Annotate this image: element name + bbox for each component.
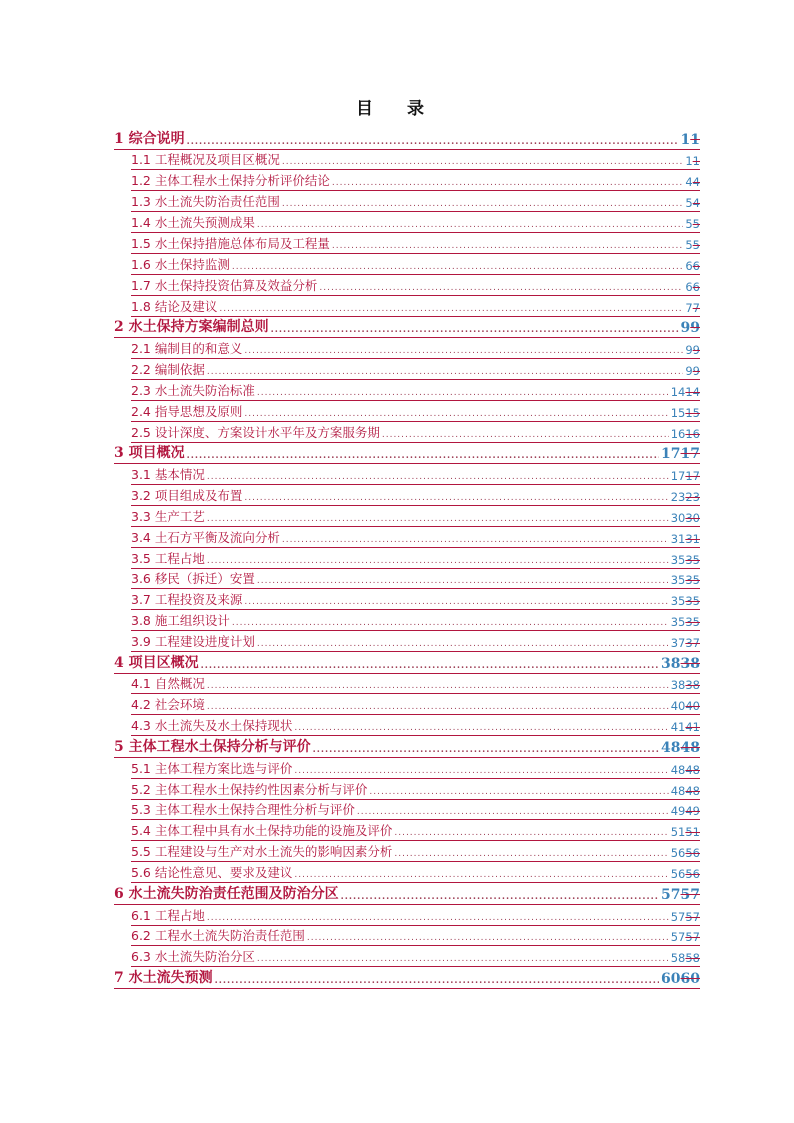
toc-page-number-current: 31 (670, 531, 686, 546)
toc-page-number-current: 38 (670, 678, 686, 693)
toc-page-number-current: 4 (685, 175, 693, 190)
toc-page-number-deleted: 40 (685, 699, 700, 714)
toc-page-number-current: 5 (685, 217, 693, 232)
toc-page-number (671, 405, 700, 421)
toc-page-number-deleted: 35 (685, 573, 700, 588)
toc-page-number (671, 531, 700, 547)
toc-page-number (671, 909, 700, 925)
toc-dot-leader (207, 367, 683, 379)
toc-entry-label: 5.6 结论性意见、要求及建议 (131, 865, 293, 881)
toc-section-link[interactable] (131, 631, 700, 652)
toc-section-link[interactable] (131, 170, 700, 191)
toc-dot-leader (207, 702, 669, 714)
toc-page-number-current: 57 (661, 886, 681, 903)
toc-page-number (681, 132, 701, 149)
toc-page-number (671, 614, 700, 630)
toc-page-number-current: 14 (670, 384, 686, 399)
toc-page-number (685, 342, 700, 358)
toc-section-link[interactable] (131, 905, 700, 926)
toc-page-number (671, 593, 700, 609)
toc-dot-leader (313, 745, 659, 757)
toc-page-number-current: 17 (661, 446, 681, 463)
toc-dot-leader (207, 913, 669, 925)
toc-page-number-current: 1 (680, 131, 691, 148)
toc-chapter-link[interactable] (114, 128, 700, 150)
toc-page-number-deleted: 35 (685, 552, 700, 567)
toc-dot-leader (207, 472, 669, 484)
toc-dot-leader (282, 157, 683, 169)
toc-section-link[interactable] (131, 715, 700, 736)
toc-dot-leader (319, 283, 683, 295)
toc-entry-label: 7 水土流失预测 (114, 969, 213, 986)
toc-entry-label: 4.1 自然概况 (131, 676, 205, 692)
toc-dot-leader (257, 220, 683, 232)
toc-dot-leader (357, 807, 669, 819)
toc-entry-label: 5.2 主体工程水土保持约性因素分析与评价 (131, 781, 368, 797)
toc-page-number-current: 57 (670, 909, 686, 924)
toc-entry-label: 3.2 项目组成及布置 (131, 487, 243, 503)
toc-page-number (661, 971, 700, 988)
toc-entry-label: 6.2 工程水土流失防治责任范围 (131, 928, 305, 944)
toc-page-number-deleted: 5 (692, 237, 700, 252)
toc-dot-leader (257, 954, 669, 966)
toc-page-number-deleted: 14 (685, 384, 700, 399)
toc-dot-leader (307, 933, 669, 945)
toc-page-number-deleted: 56 (685, 867, 700, 882)
toc-section-link[interactable] (131, 485, 700, 506)
toc-dot-leader (244, 493, 668, 505)
toc-dot-leader (187, 137, 679, 149)
toc-page-number-current: 9 (685, 343, 693, 358)
toc-entry-label: 4.3 水土流失及水土保持现状 (131, 718, 293, 734)
toc-dot-leader (232, 618, 669, 630)
toc-entry-label: 3.7 工程投资及来源 (131, 592, 243, 608)
toc-entry-label: 1.5 水土保持措施总体布局及工程量 (131, 235, 330, 251)
toc-page-number-deleted: 9 (690, 320, 700, 337)
toc-page-number (685, 279, 700, 295)
toc-entry-label: 5 主体工程水土保持分析与评价 (114, 738, 311, 755)
toc-page-number-deleted: 60 (680, 970, 700, 987)
toc-section-link[interactable] (131, 589, 700, 610)
toc-chapter-link[interactable] (114, 443, 700, 465)
toc-page-number-current: 48 (670, 783, 686, 798)
toc-dot-leader (187, 451, 659, 463)
toc-dot-leader (394, 828, 668, 840)
toc-page-number (685, 237, 700, 253)
toc-dot-leader (207, 514, 669, 526)
toc-page-number-deleted: 57 (685, 909, 700, 924)
toc-page-number (671, 698, 700, 714)
toc-page-number (671, 783, 700, 799)
toc-section-link[interactable] (131, 296, 700, 317)
toc-section-link[interactable] (131, 527, 700, 548)
toc-dot-leader (294, 870, 668, 882)
toc-page-number-deleted: 17 (685, 468, 700, 483)
toc-dot-leader (332, 178, 683, 190)
toc-page-number-deleted: 57 (685, 930, 700, 945)
toc-section-link[interactable] (131, 862, 700, 883)
toc-entry-label: 2 水土保持方案编制总则 (114, 319, 269, 336)
toc-page-number-deleted: 6 (692, 258, 700, 273)
toc-page-number-current: 38 (661, 655, 681, 672)
toc-page-number (671, 929, 700, 945)
toc-entry-label: 1.3 水土流失防治责任范围 (131, 194, 280, 210)
toc-entry-label: 2.5 设计深度、方案设计水平年及方案服务期 (131, 424, 380, 440)
toc-section-link[interactable] (131, 359, 700, 380)
toc-page-number-current: 6 (685, 258, 693, 273)
toc-page-number-current: 49 (670, 804, 686, 819)
toc-page-number (685, 174, 700, 190)
toc-page-number-current: 48 (670, 762, 686, 777)
toc-dot-leader (232, 262, 683, 274)
toc-entry-label: 1.7 水土保持投资估算及效益分析 (131, 277, 318, 293)
toc-entry-label: 5.4 主体工程中具有水土保持功能的设施及评价 (131, 823, 393, 839)
toc-page-number-current: 23 (670, 489, 686, 504)
toc-dot-leader (394, 849, 668, 861)
toc-page-number (671, 468, 700, 484)
toc-dot-leader (369, 787, 668, 799)
toc-section-link[interactable] (131, 674, 700, 695)
toc-page-number-deleted: 7 (692, 300, 700, 315)
toc-page-number-current: 56 (670, 846, 686, 861)
toc-dot-leader (201, 661, 659, 673)
toc-entry-label: 3.9 工程建设进度计划 (131, 634, 255, 650)
toc-section-link[interactable] (131, 694, 700, 715)
toc-page-number-current: 56 (670, 867, 686, 882)
toc-page-number-current: 9 (685, 363, 693, 378)
toc-page-number-current: 57 (670, 930, 686, 945)
toc-page-number (671, 384, 700, 400)
toc-entry-label: 4.2 社会环境 (131, 697, 205, 713)
toc-page-number-deleted: 9 (692, 343, 700, 358)
toc-page-number-deleted: 41 (685, 720, 700, 735)
toc-page-number-current: 7 (685, 300, 693, 315)
toc-entry-label: 6.3 水土流失防治分区 (131, 949, 255, 965)
toc-page-number-current: 60 (661, 970, 681, 987)
toc-page-number-deleted: 6 (692, 279, 700, 294)
toc-page-number-current: 35 (670, 594, 686, 609)
toc-entry-label: 1.1 工程概况及项目区概况 (131, 152, 280, 168)
toc-page-number-current: 41 (670, 720, 686, 735)
toc-page-number (671, 635, 700, 651)
toc-page-number-deleted: 48 (685, 762, 700, 777)
toc-dot-leader (257, 576, 669, 588)
table-of-contents (114, 128, 700, 989)
toc-dot-leader (257, 388, 669, 400)
toc-section-link[interactable] (131, 338, 700, 359)
toc-entry-label: 3.3 生产工艺 (131, 508, 205, 524)
toc-dot-leader (382, 430, 669, 442)
toc-page-number-deleted: 38 (685, 678, 700, 693)
toc-page-number (685, 363, 700, 379)
toc-entry-label: 3 项目概况 (114, 445, 185, 462)
toc-section-link[interactable] (131, 610, 700, 631)
toc-section-link[interactable] (131, 926, 700, 947)
toc-dot-leader (257, 639, 669, 651)
toc-entry-label: 3.8 施工组织设计 (131, 613, 230, 629)
toc-page-number (661, 740, 700, 757)
toc-section-link[interactable] (131, 401, 700, 422)
toc-page-number-deleted: 35 (685, 594, 700, 609)
toc-page-number-current: 35 (670, 573, 686, 588)
toc-page-number-deleted: 57 (680, 886, 700, 903)
toc-entry-label: 1.4 水土流失预测成果 (131, 215, 255, 231)
toc-page-number-deleted: 23 (685, 489, 700, 504)
toc-page-number-deleted: 49 (685, 804, 700, 819)
toc-page-number (661, 656, 700, 673)
toc-page-number (671, 510, 700, 526)
toc-page-number (671, 426, 700, 442)
toc-page-number-current: 15 (670, 405, 686, 420)
toc-dot-leader (244, 346, 683, 358)
toc-page-number (671, 866, 700, 882)
toc-section-link[interactable] (131, 275, 700, 296)
toc-dot-leader (294, 766, 668, 778)
toc-page-number (681, 320, 701, 337)
toc-page-number-deleted: 31 (685, 531, 700, 546)
toc-page-number-deleted: 17 (680, 446, 700, 463)
toc-entry-label: 3.5 工程占地 (131, 550, 205, 566)
toc-page-number-deleted: 48 (680, 739, 700, 756)
toc-chapter-link[interactable] (114, 317, 700, 339)
toc-section-link[interactable] (131, 191, 700, 212)
toc-page-number-deleted: 16 (685, 426, 700, 441)
toc-page-number-deleted: 1 (692, 154, 700, 169)
toc-page-number-deleted: 30 (685, 510, 700, 525)
toc-page-number-current: 51 (670, 825, 686, 840)
toc-section-link[interactable] (131, 422, 700, 443)
toc-entry-label: 2.4 指导思想及原则 (131, 403, 243, 419)
toc-page-number-current: 5 (685, 196, 693, 211)
toc-page-number-deleted: 37 (685, 636, 700, 651)
toc-entry-label: 6 水土流失防治责任范围及防治分区 (114, 885, 339, 902)
toc-section-link[interactable] (131, 212, 700, 233)
toc-section-link[interactable] (131, 506, 700, 527)
toc-page-number-deleted: 38 (680, 655, 700, 672)
toc-chapter-link[interactable] (114, 967, 700, 989)
toc-page-number-deleted: 9 (692, 363, 700, 378)
toc-section-link[interactable] (131, 254, 700, 275)
toc-page-number (671, 719, 700, 735)
toc-page-number-current: 37 (670, 636, 686, 651)
toc-page-number-deleted: 35 (685, 615, 700, 630)
toc-page-number-current: 35 (670, 615, 686, 630)
toc-page-number-deleted: 15 (685, 405, 700, 420)
toc-entry-label: 1.2 主体工程水土保持分析评价结论 (131, 173, 330, 189)
toc-page-number-deleted: 48 (685, 783, 700, 798)
toc-dot-leader (332, 241, 683, 253)
toc-entry-label: 3.4 土石方平衡及流向分析 (131, 529, 280, 545)
toc-entry-label: 3.6 移民（拆迁）安置 (131, 571, 255, 587)
toc-page-number (671, 552, 700, 568)
toc-page-number-deleted: 5 (692, 217, 700, 232)
toc-entry-label: 5.5 工程建设与生产对水土流失的影响因素分析 (131, 844, 393, 860)
toc-chapter-link[interactable] (114, 652, 700, 674)
toc-entry-label: 6.1 工程占地 (131, 907, 205, 923)
toc-section-link[interactable] (131, 758, 700, 779)
toc-page-number-current: 16 (670, 426, 686, 441)
toc-page-number-current: 6 (685, 279, 693, 294)
toc-page-number-current: 30 (670, 510, 686, 525)
toc-chapter-link[interactable] (114, 736, 700, 758)
toc-section-link[interactable] (131, 946, 700, 967)
toc-entry-label: 2.2 编制依据 (131, 361, 205, 377)
toc-dot-leader (207, 681, 669, 693)
toc-dot-leader (282, 199, 683, 211)
toc-page-number-current: 40 (670, 699, 686, 714)
toc-entry-label: 4 项目区概况 (114, 654, 199, 671)
toc-page-number-current: 58 (670, 951, 686, 966)
toc-page-number (671, 803, 700, 819)
toc-entry-label: 1.6 水土保持监测 (131, 256, 230, 272)
toc-section-link[interactable] (131, 569, 700, 590)
toc-dot-leader (215, 976, 659, 988)
toc-section-link[interactable] (131, 548, 700, 569)
toc-page-number (685, 216, 700, 232)
toc-page-number-deleted: 56 (685, 846, 700, 861)
toc-entry-label: 5.3 主体工程水土保持合理性分析与评价 (131, 802, 355, 818)
toc-page-number (685, 195, 700, 211)
toc-page-number-deleted: 58 (685, 951, 700, 966)
toc-section-link[interactable] (131, 380, 700, 401)
toc-page-number (685, 258, 700, 274)
toc-dot-leader (219, 304, 683, 316)
toc-page-number-current: 5 (685, 237, 693, 252)
toc-section-link[interactable] (131, 779, 700, 800)
toc-chapter-link[interactable] (114, 883, 700, 905)
toc-page-number-deleted: 4 (692, 175, 700, 190)
toc-page-number (671, 950, 700, 966)
toc-section-link[interactable] (131, 233, 700, 254)
toc-page-number-current: 9 (680, 320, 691, 337)
toc-entry-label: 1 综合说明 (114, 130, 185, 147)
toc-page-number (671, 677, 700, 693)
toc-page-number-current: 17 (670, 468, 686, 483)
toc-entry-label: 5.1 主体工程方案比选与评价 (131, 760, 293, 776)
toc-section-link[interactable] (131, 800, 700, 821)
toc-page-number (661, 446, 700, 463)
toc-page-number (671, 824, 700, 840)
toc-dot-leader (294, 723, 668, 735)
toc-page-number-deleted: 4 (692, 196, 700, 211)
toc-page-number-current: 35 (670, 552, 686, 567)
toc-page-number (685, 153, 700, 169)
toc-entry-label: 2.1 编制目的和意义 (131, 341, 243, 357)
toc-page-number-deleted: 1 (690, 131, 700, 148)
toc-section-link[interactable] (131, 841, 700, 862)
toc-page-number-current: 48 (661, 739, 681, 756)
toc-entry-label: 3.1 基本情况 (131, 466, 205, 482)
toc-section-link[interactable] (131, 150, 700, 171)
toc-dot-leader (207, 556, 669, 568)
toc-entry-label: 2.3 水土流失防治标准 (131, 382, 255, 398)
toc-page-number-deleted: 51 (685, 825, 700, 840)
toc-page-number (671, 762, 700, 778)
toc-page-number (661, 887, 700, 904)
toc-dot-leader (244, 409, 668, 421)
toc-page-number (671, 845, 700, 861)
toc-page-number-current: 1 (685, 154, 693, 169)
toc-entry-label: 1.8 结论及建议 (131, 298, 218, 314)
toc-section-link[interactable] (131, 464, 700, 485)
toc-dot-leader (341, 892, 659, 904)
toc-page-number (671, 572, 700, 588)
toc-dot-leader (271, 325, 679, 337)
toc-section-link[interactable] (131, 820, 700, 841)
toc-page-number (671, 489, 700, 505)
toc-dot-leader (282, 535, 669, 547)
toc-dot-leader (244, 597, 668, 609)
toc-page-number (685, 300, 700, 316)
page-title: 目 录 (356, 99, 438, 119)
